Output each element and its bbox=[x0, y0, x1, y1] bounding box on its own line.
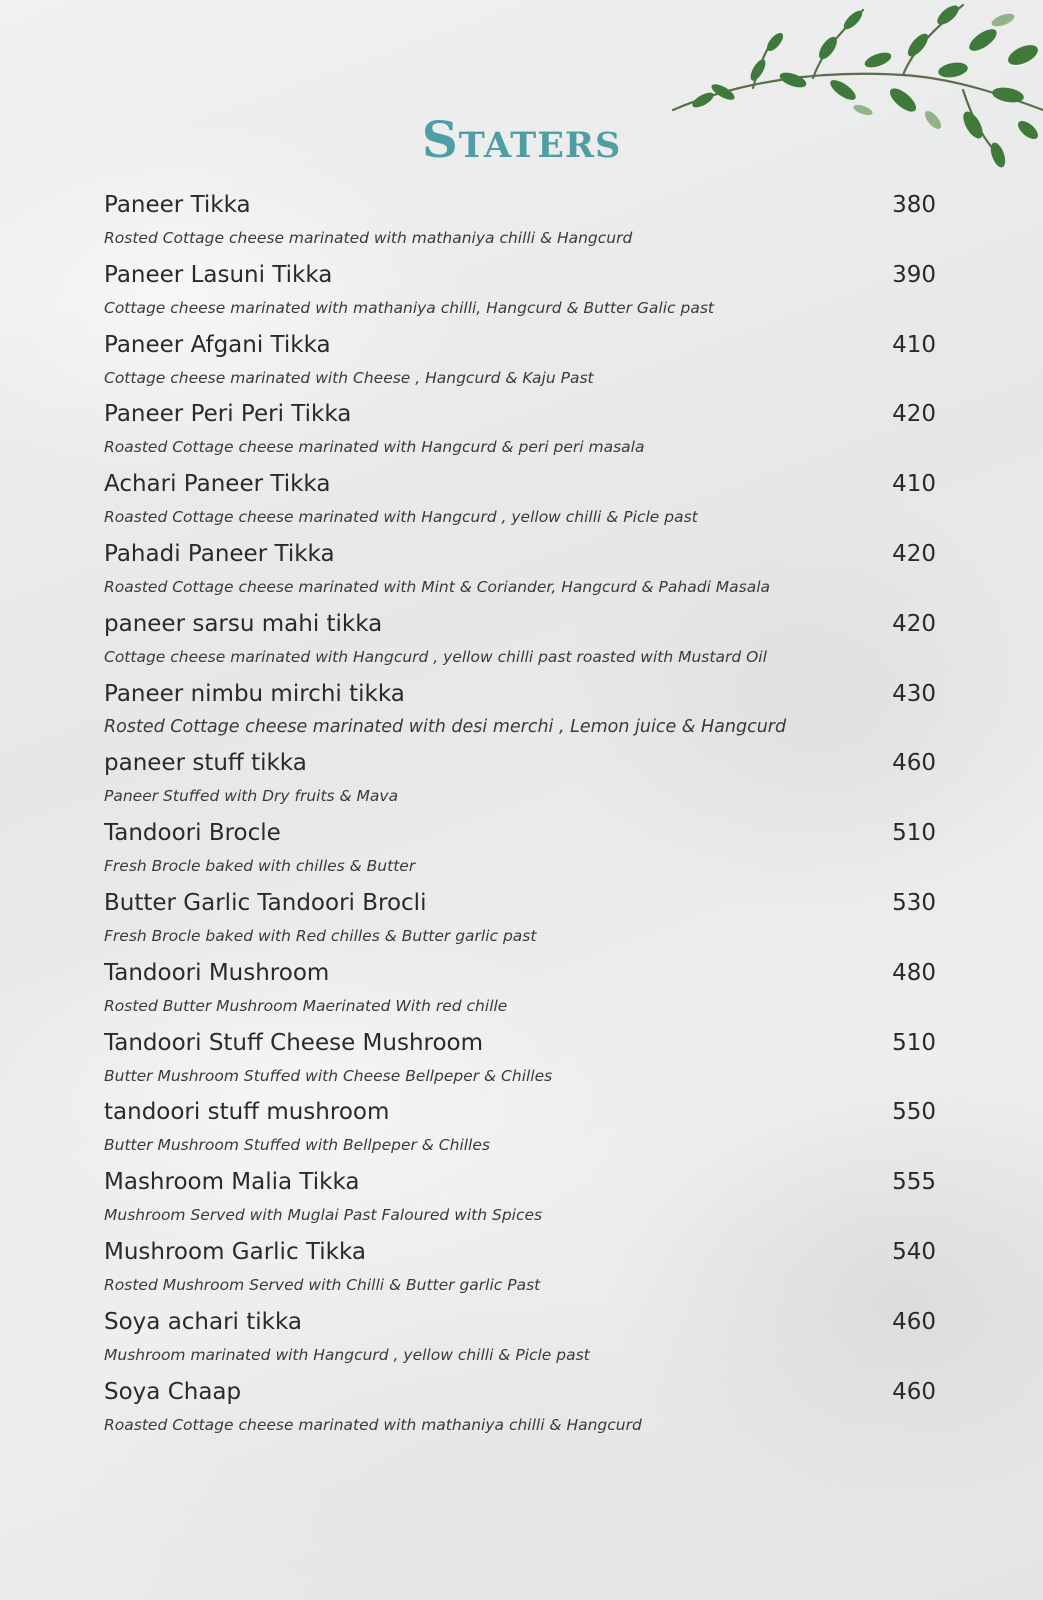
menu-item-description: Fresh Brocle baked with Red chilles & Butter garlic past bbox=[104, 926, 537, 945]
menu-item-name: Paneer nimbu mirchi tikka bbox=[104, 680, 405, 707]
menu-item bbox=[104, 188, 936, 258]
menu-item-price: 390 bbox=[892, 261, 936, 288]
menu-list bbox=[104, 188, 936, 1444]
menu-item-name: paneer stuff tikka bbox=[104, 750, 307, 777]
menu-item-description: Rosted Butter Mushroom Maerinated With red chille bbox=[104, 996, 508, 1015]
menu-item-price: 530 bbox=[892, 889, 936, 916]
menu-item-price: 540 bbox=[892, 1238, 936, 1265]
menu-item bbox=[104, 677, 936, 747]
menu-item-name: paneer sarsu mahi tikka bbox=[104, 610, 383, 637]
menu-item-description: Butter Mushroom Stuffed with Cheese Bellpeper & Chilles bbox=[104, 1066, 553, 1085]
menu-item-price: 555 bbox=[892, 1169, 936, 1196]
menu-item-description: Roasted Cottage cheese marinated with Hangcurd & peri peri masala bbox=[104, 438, 645, 457]
menu-item-description: Roasted Cottage cheese marinated with Mint & Coriander, Hangcurd & Pahadi Masala bbox=[104, 577, 771, 596]
menu-item-description: Butter Mushroom Stuffed with Bellpeper & Chilles bbox=[104, 1136, 490, 1155]
menu-item bbox=[104, 1095, 936, 1165]
menu-item-description: Mushroom Served with Muglai Past Faloured with Spices bbox=[104, 1206, 543, 1225]
menu-item-name: Achari Paneer Tikka bbox=[104, 471, 331, 498]
menu-item-price: 420 bbox=[892, 401, 936, 428]
menu-item-name: Mushroom Garlic Tikka bbox=[104, 1238, 366, 1265]
menu-item-description: Paneer Stuffed with Dry fruits & Mava bbox=[104, 787, 399, 806]
menu-item bbox=[104, 607, 936, 677]
menu-item-name: Mashroom Malia Tikka bbox=[104, 1169, 360, 1196]
menu-item-price: 410 bbox=[892, 331, 936, 358]
menu-item-description: Rosted Cottage cheese marinated with mathaniya chilli & Hangcurd bbox=[104, 229, 633, 247]
menu-item-name: Paneer Peri Peri Tikka bbox=[104, 401, 352, 428]
menu-item-price: 420 bbox=[892, 540, 936, 567]
menu-item bbox=[104, 537, 936, 607]
menu-item bbox=[104, 1305, 936, 1375]
menu-item bbox=[104, 1026, 936, 1096]
menu-item-price: 510 bbox=[892, 1029, 936, 1056]
menu-item-name: Paneer Afgani Tikka bbox=[104, 331, 331, 358]
menu-item-price: 460 bbox=[892, 1378, 936, 1405]
menu-item-name: Tandoori Stuff Cheese Mushroom bbox=[104, 1029, 484, 1056]
menu-item-name: Paneer Tikka bbox=[104, 192, 251, 218]
menu-item bbox=[104, 467, 936, 537]
menu-item-description: Rosted Mushroom Served with Chilli & Butter garlic Past bbox=[104, 1275, 541, 1294]
menu-item bbox=[104, 1165, 936, 1235]
menu-item-name: Tandoori Brocle bbox=[104, 820, 281, 847]
menu-item-description: Mushroom marinated with Hangcurd , yellow chilli & Picle past bbox=[104, 1345, 590, 1364]
menu-item-description: Cottage cheese marinated with Hangcurd , yellow chilli past roasted with Mustard Oil bbox=[104, 647, 767, 666]
menu-item-name: Soya Chaap bbox=[104, 1378, 242, 1405]
menu-item-name: Tandoori Mushroom bbox=[104, 959, 330, 986]
menu-item bbox=[104, 886, 936, 956]
menu-item-name: Paneer Lasuni Tikka bbox=[104, 261, 333, 288]
menu-item-price: 510 bbox=[892, 820, 936, 847]
menu-item-description: Fresh Brocle baked with chilles & Butter bbox=[104, 857, 416, 876]
menu-item-name: tandoori stuff mushroom bbox=[104, 1099, 390, 1126]
menu-item-name: Soya achari tikka bbox=[104, 1308, 302, 1335]
menu-item-price: 420 bbox=[892, 610, 936, 637]
menu-item-description: Cottage cheese marinated with Cheese , Hangcurd & Kaju Past bbox=[104, 368, 594, 387]
menu-item-description: Roasted Cottage cheese marinated with mathaniya chilli & Hangcurd bbox=[104, 1415, 642, 1434]
menu-item bbox=[104, 1375, 936, 1445]
menu-item-description: Cottage cheese marinated with mathaniya chilli, Hangcurd & Butter Galic past bbox=[104, 298, 714, 317]
menu-item-price: 430 bbox=[892, 680, 936, 707]
menu-item-name: Pahadi Paneer Tikka bbox=[104, 540, 335, 567]
menu-item-price: 480 bbox=[892, 959, 936, 986]
menu-item bbox=[104, 956, 936, 1026]
menu-item-price: 380 bbox=[892, 192, 936, 218]
menu-item-description: Rosted Cottage cheese marinated with desi merchi , Lemon juice & Hangcurd bbox=[104, 716, 787, 737]
menu-item-price: 410 bbox=[892, 471, 936, 498]
menu-item bbox=[104, 258, 936, 328]
page-title: Staters bbox=[421, 110, 622, 169]
menu-item-price: 460 bbox=[892, 750, 936, 777]
menu-item-description: Roasted Cottage cheese marinated with Hangcurd , yellow chilli & Picle past bbox=[104, 508, 698, 527]
menu-item-price: 460 bbox=[892, 1308, 936, 1335]
menu-item-name: Butter Garlic Tandoori Brocli bbox=[104, 889, 427, 916]
menu-item bbox=[104, 1235, 936, 1305]
menu-item bbox=[104, 746, 936, 816]
menu-item bbox=[104, 816, 936, 886]
menu-item bbox=[104, 328, 936, 398]
menu-item bbox=[104, 397, 936, 467]
menu-item-price: 550 bbox=[892, 1099, 936, 1126]
